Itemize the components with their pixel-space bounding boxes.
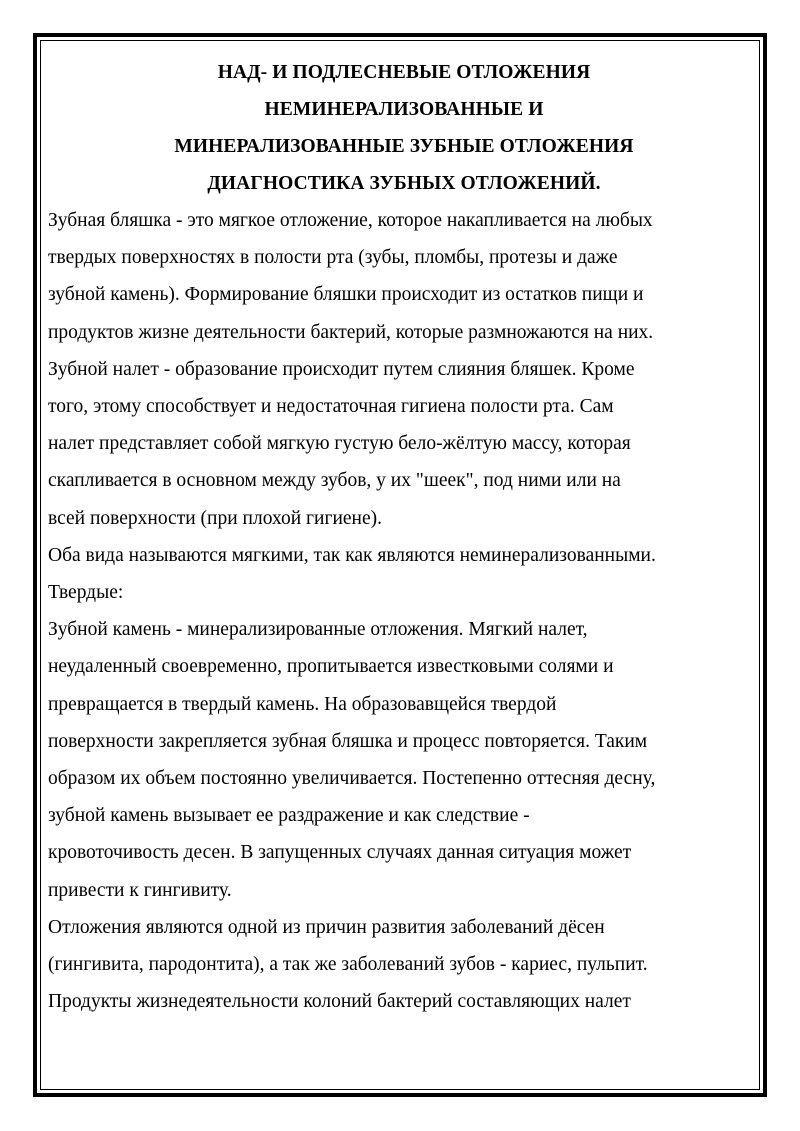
body-line: твердых поверхностях в полости рта (зубы, пломбы, протезы и даже <box>48 247 618 269</box>
body-line: Зубной налет - образование происходит путем слияния бляшек. Кроме <box>48 358 635 380</box>
body-line: скапливается в основном между зубов, у их "шеек", под ними или на <box>48 470 621 492</box>
document-content <box>48 54 760 1020</box>
body-line: Отложения являются одной из причин развития заболеваний дёсен <box>48 916 605 938</box>
title-line-2: НЕМИНЕРАЛИЗОВАННЫЕ И <box>264 99 544 120</box>
body-line: Зубная бляшка - это мягкое отложение, которое накапливается на любых <box>48 210 653 231</box>
body-line: налет представляет собой мягкую густую бело-жёлтую массу, которая <box>48 433 631 455</box>
body-line: поверхности закрепляется зубная бляшка и процесс повторяется. Таким <box>48 730 648 752</box>
body-line: Продукты жизнедеятельности колоний бактерий составляющих налет <box>48 991 631 1013</box>
body-line: Зубной камень - минерализированные отложения. Мягкий налет, <box>48 619 588 641</box>
body-line: (гингивита, пародонтита), а так же заболеваний зубов - кариес, пульпит. <box>48 954 648 976</box>
body-line: образом их объем постоянно увеличивается. Постепенно оттесняя десну, <box>48 768 656 790</box>
title-line-4: ДИАГНОСТИКА ЗУБНЫХ ОТЛОЖЕНИЙ. <box>207 173 601 194</box>
body-line: Оба вида называются мягкими, так как являются неминерализованными. <box>48 544 656 566</box>
body-line: всей поверхности (при плохой гигиене). <box>48 507 383 529</box>
body-line: продуктов жизне деятельности бактерий, которые размножаются на них. <box>48 321 654 343</box>
body-line: зубной камень вызывает ее раздражение и как следствие - <box>48 805 530 827</box>
document-body <box>48 202 760 1020</box>
body-line: зубной камень). Формирование бляшки происходит из остатков пищи и <box>48 284 644 306</box>
body-line: Твердые: <box>48 582 124 604</box>
title-line-1: НАД- И ПОДЛЕСНЕВЫЕ ОТЛОЖЕНИЯ <box>217 62 591 83</box>
document-title <box>48 54 760 202</box>
body-line: кровоточивость десен. В запущенных случаях данная ситуация может <box>48 842 632 864</box>
body-line: того, этому способствует и недостаточная гигиена полости рта. Сам <box>48 396 614 418</box>
body-line: неудаленный своевременно, пропитывается известковыми солями и <box>48 656 614 678</box>
body-line: превращается в твердый камень. На образовавщейся твердой <box>48 693 557 715</box>
title-line-3: МИНЕРАЛИЗОВАННЫЕ ЗУБНЫЕ ОТЛОЖЕНИЯ <box>174 136 634 157</box>
body-line: привести к гингивиту. <box>48 879 232 901</box>
